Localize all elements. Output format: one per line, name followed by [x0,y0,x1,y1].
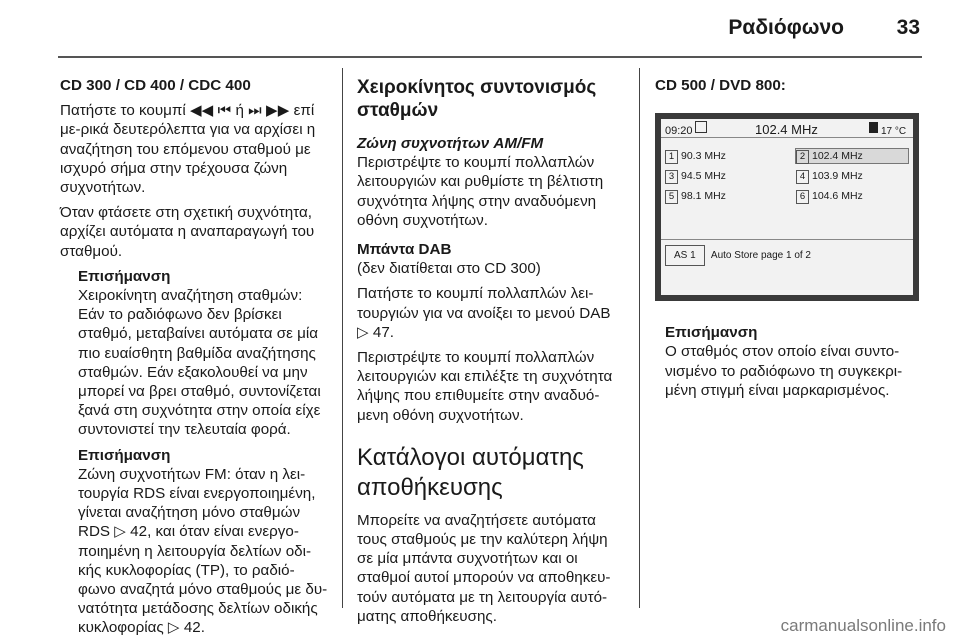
radio-display-image [655,113,919,301]
clock-time: 09:20 [665,125,693,138]
subheading: Ζώνη συχνοτήτων AM/FM [357,135,544,152]
column-2 [357,76,625,632]
preset-item: 3 94.5 MHz [665,169,726,183]
model-heading: CD 300 / CD 400 / CDC 400 [60,77,251,94]
page-number: 33 [896,16,920,39]
model-heading: CD 500 / DVD 800: [655,77,786,94]
paragraph: Πατήστε το κουμπί ◀◀ ⏮ ή ⏭ ▶▶ επί με-ρικά δευτερόλεπτα για να αρχίσει η αναζήτηση του επόμενου σταθμού με ισχυρό σήμα στην τρέχουσα ζώνη συχνοτήτων. [60,102,316,197]
column-divider [639,68,640,608]
note-heading: Επισήμανση [78,446,171,464]
note-text: Χειροκίνητη αναζήτηση σταθμών: Εάν το ραδιόφωνο δεν βρίσκει σταθμό, μεταβαίνει αυτόματα σε μία πιο ευαίσθητη βαθμίδα αναζήτησης σταθμών. Εάν εξακολουθεί να μην μπορεί να βρει σταθμό, συντονίζεται ξανά στη συχνότητα στην οποία είχε συντονιστεί την τελευταία φορά. [78,287,321,439]
preset-item: 4 103.9 MHz [796,169,863,183]
divider [661,239,913,240]
paragraph: Πατήστε το κουμπί πολλαπλών λει-τουργιών για να ανοίξει το μενού DAB ▷ 47. [357,285,611,341]
display-screen [661,119,913,295]
paragraph: Όταν φτάσετε στη σχετική συχνότητα, αρχίζει αυτόματα η αναπαραγωγή του σταθμού. [60,204,315,260]
autostore-page-label: Auto Store page 1 of 2 [710,250,811,262]
section-heading: Χειροκίνητος συντονισμός σταθμών [357,77,597,121]
paragraph: Περιστρέψτε το κουμπί πολλαπλών λειτουργιών και επιλέξτε τη συχνότητα λήψης που επιθυμείτε στην αναδυό-μενη οθόνη συχνοτήτων. [357,349,613,424]
column-1 [60,76,332,644]
note-heading: Επισήμανση [78,267,171,285]
autostore-button: AS 1 [665,245,705,266]
paragraph: (δεν διατίθεται στο CD 300) [357,260,541,278]
subheading: Μπάντα DAB [357,241,452,259]
preset-item: 1 90.3 MHz [665,149,726,163]
watermark: carmanualsonline.info [780,616,946,635]
autostore-footer [665,245,811,266]
paragraph: Περιστρέψτε το κουμπί πολλαπλών λειτουργιών και ρυθμίστε τη βέλτιστη συχνότητα λήψης στην αναδυόμενη οθόνη συχνοτήτων. [357,154,604,229]
temperature: 17 °C [881,126,907,138]
note-block [665,323,917,400]
preset-item: 6 104.6 MHz [796,189,863,203]
clock-icon [695,121,707,133]
paragraph: Μπορείτε να αναζητήσετε αυτόματα τους σταθμούς με την καλύτερη λήψη σε μία μπάντα συχνοτήτων και οι σταθμοί αυτοί μπορούν να αποθηκευ-τούν αυτόματα με τη λειτουργία αυτό-ματης αποθήκευσης. [357,511,611,625]
current-frequency: 102.4 MHz [755,122,818,138]
page-title: Ραδιόφωνο [728,16,844,39]
section-heading: Κατάλογοι αυτόματης αποθήκευσης [357,443,584,501]
preset-item-selected: 2 102.4 MHz [795,148,909,164]
header-rule [58,56,922,58]
column-3 [655,76,917,406]
status-bar [661,119,913,138]
preset-item: 5 98.1 MHz [665,189,726,203]
note-text: Ζώνη συχνοτήτων FM: όταν η λει-τουργία RDS είναι ενεργοποιημένη, γίνεται αναζήτηση μόνο σταθμών RDS ▷ 42, και όταν είναι ενεργο-ποιημένη η λειτουργία δελτίων οδι-κής κυκλοφορίας (TP), το ραδιό-φωνο αναζητά μόνο σταθμούς με δυ-νατότητα μετάδοσης δελτίων οδικής κυκλοφορίας ▷ 42. [78,465,328,637]
column-divider [342,68,343,608]
battery-icon [869,122,878,133]
note-block [78,267,332,638]
note-text: Ο σταθμός στον οποίο είναι συντο-νισμένο το ραδιόφωνο τη συγκεκρι-μένη στιγμή είναι μαρκαρισμένος. [665,343,903,399]
note-heading: Επισήμανση [665,324,758,342]
page-header [0,0,960,52]
